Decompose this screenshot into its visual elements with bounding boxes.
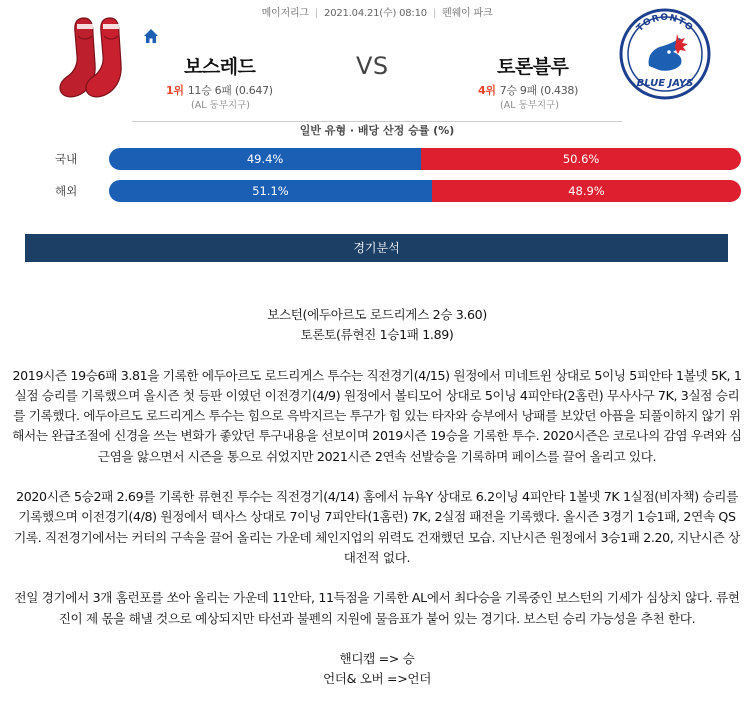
logo-text-bottom: BLUE JAYS <box>636 78 694 89</box>
home-team-winloss: 11승 6패 (0.647) <box>187 84 273 97</box>
odds-home-value: 51.1% <box>252 184 289 198</box>
away-team-record <box>478 82 578 98</box>
toronto-blue-jays-logo <box>617 4 713 104</box>
stadium-label: 펜웨이 파크 <box>442 8 493 19</box>
logo-text-top: TORONTO <box>635 12 695 34</box>
betting-title: 일반 유형 · 배당 산정 승률 (%) <box>299 124 455 137</box>
league-label: 메이저리그 <box>261 8 309 19</box>
home-team-record <box>166 82 273 98</box>
analysis-banner: 경기분석 <box>25 234 728 262</box>
odds-bar <box>109 180 741 202</box>
odds-bar-home <box>109 148 421 170</box>
odds-row-domestic <box>55 148 700 170</box>
home-team-division: (AL 동부지구) <box>191 100 250 111</box>
odds-row-overseas <box>55 180 700 202</box>
analysis-paragraph-away: 2020시즌 5승2패 2.69를 기록한 류현진 투수는 직전경기(4/14) 홈에서 뉴욕Y 상대로 6.2이닝 4피안타 1볼넷 7K 1실점(비자책) 승리를 기록했으며 이전경기(4/8) 원정에서 텍사스 상대로 7이닝 7피안타(1홈런) 7K, 2실점 패전을 기록했다. 올시즌 3경기 1승1패, 2연속 QS 기록. 직전경기에서는 커터의 구속을 끌어 올리는 가운데 체인지업의 위력도 건재했던 모습. 지난시즌 원정에서 3승1패 2.20, 지난시즌 상대전적 없다. <box>14 489 740 565</box>
odds-bar-away <box>421 148 741 170</box>
vs-label: VS <box>356 52 389 80</box>
match-datetime: 2021.04.21(수) 08:10 <box>324 8 427 19</box>
away-team-rank: 4위 <box>478 84 496 97</box>
handicap-pick: 핸디캡 => 승 <box>339 650 415 666</box>
home-team-name[interactable]: 보스레드 <box>184 56 256 78</box>
under-over-pick: 언더& 오버 =>언더 <box>322 671 432 687</box>
home-pitcher-line: 보스턴(에두아르도 로드리게스 2승 3.60) <box>267 307 487 322</box>
odds-row-label: 국내 <box>55 152 78 166</box>
odds-away-value: 48.9% <box>568 184 605 198</box>
analysis-paragraph-home: 2019시즌 19승6패 3.81을 기록한 에두아르도 로드리게스 투수는 직전경기(4/15) 원정에서 미네트윈 상대로 5이닝 5피안타 1볼넷 5K, 1실점 승리를 기록했으며 올시즌 첫 등판 이였던 이전경기(4/9) 원정에서 볼티모어 상대로 5이닝 4피안타(2홈런) 무사사구 7K, 3실점 승리를 기록했다. 에두아르도 로드리게스 투수는 힘으로 윽박지르는 투구가 힘 있는 타자와 승부에서 낭패를 보았던 아픔을 되풀이하지 않기 위해서는 완급조절에 신경을 쓰는 변화가 좋았던 투구내용을 선보이며 2019시즌 19승을 기록한 투수. 2020시즌은 코로나의 감염 우려와 심근염을 앓으면서 시즌을 통으로 쉬었지만 2021시즌 2연속 선발승을 기록하며 페이스를 끌어 올리고 있다. <box>12 367 742 464</box>
home-team-rank: 1위 <box>166 84 184 97</box>
odds-home-value: 49.4% <box>246 152 284 166</box>
away-team-name[interactable]: 토론블루 <box>497 56 569 78</box>
analysis-paragraph-summary: 전일 경기에서 3개 홈런포를 쏘아 올리는 가운데 11안타, 11득점을 기록한 AL에서 최다승을 기록중인 보스턴의 기세가 심상치 않다. 류현진이 제 몫을 해낼 것으로 예상되지만 타선과 불펜의 지원에 물음표가 붙어 있는 경기다. 보스턴 승리 가능성을 추천 한다. <box>14 590 740 626</box>
odds-away-value: 50.6% <box>562 152 600 166</box>
away-team-division: (AL 동부지구) <box>500 100 559 111</box>
odds-bar <box>109 148 741 170</box>
home-icon[interactable] <box>143 28 159 44</box>
odds-row-label: 해외 <box>55 184 78 198</box>
away-pitcher-line: 토론토(류현진 1승1패 1.89) <box>300 327 454 343</box>
analysis-article <box>12 305 742 689</box>
boston-red-sox-logo <box>44 12 140 100</box>
odds-bar-away <box>432 180 741 202</box>
away-team-winloss: 7승 9패 (0.438) <box>499 84 579 97</box>
odds-bar-home <box>109 180 432 202</box>
separator: | <box>314 8 319 19</box>
separator: | <box>432 8 437 19</box>
